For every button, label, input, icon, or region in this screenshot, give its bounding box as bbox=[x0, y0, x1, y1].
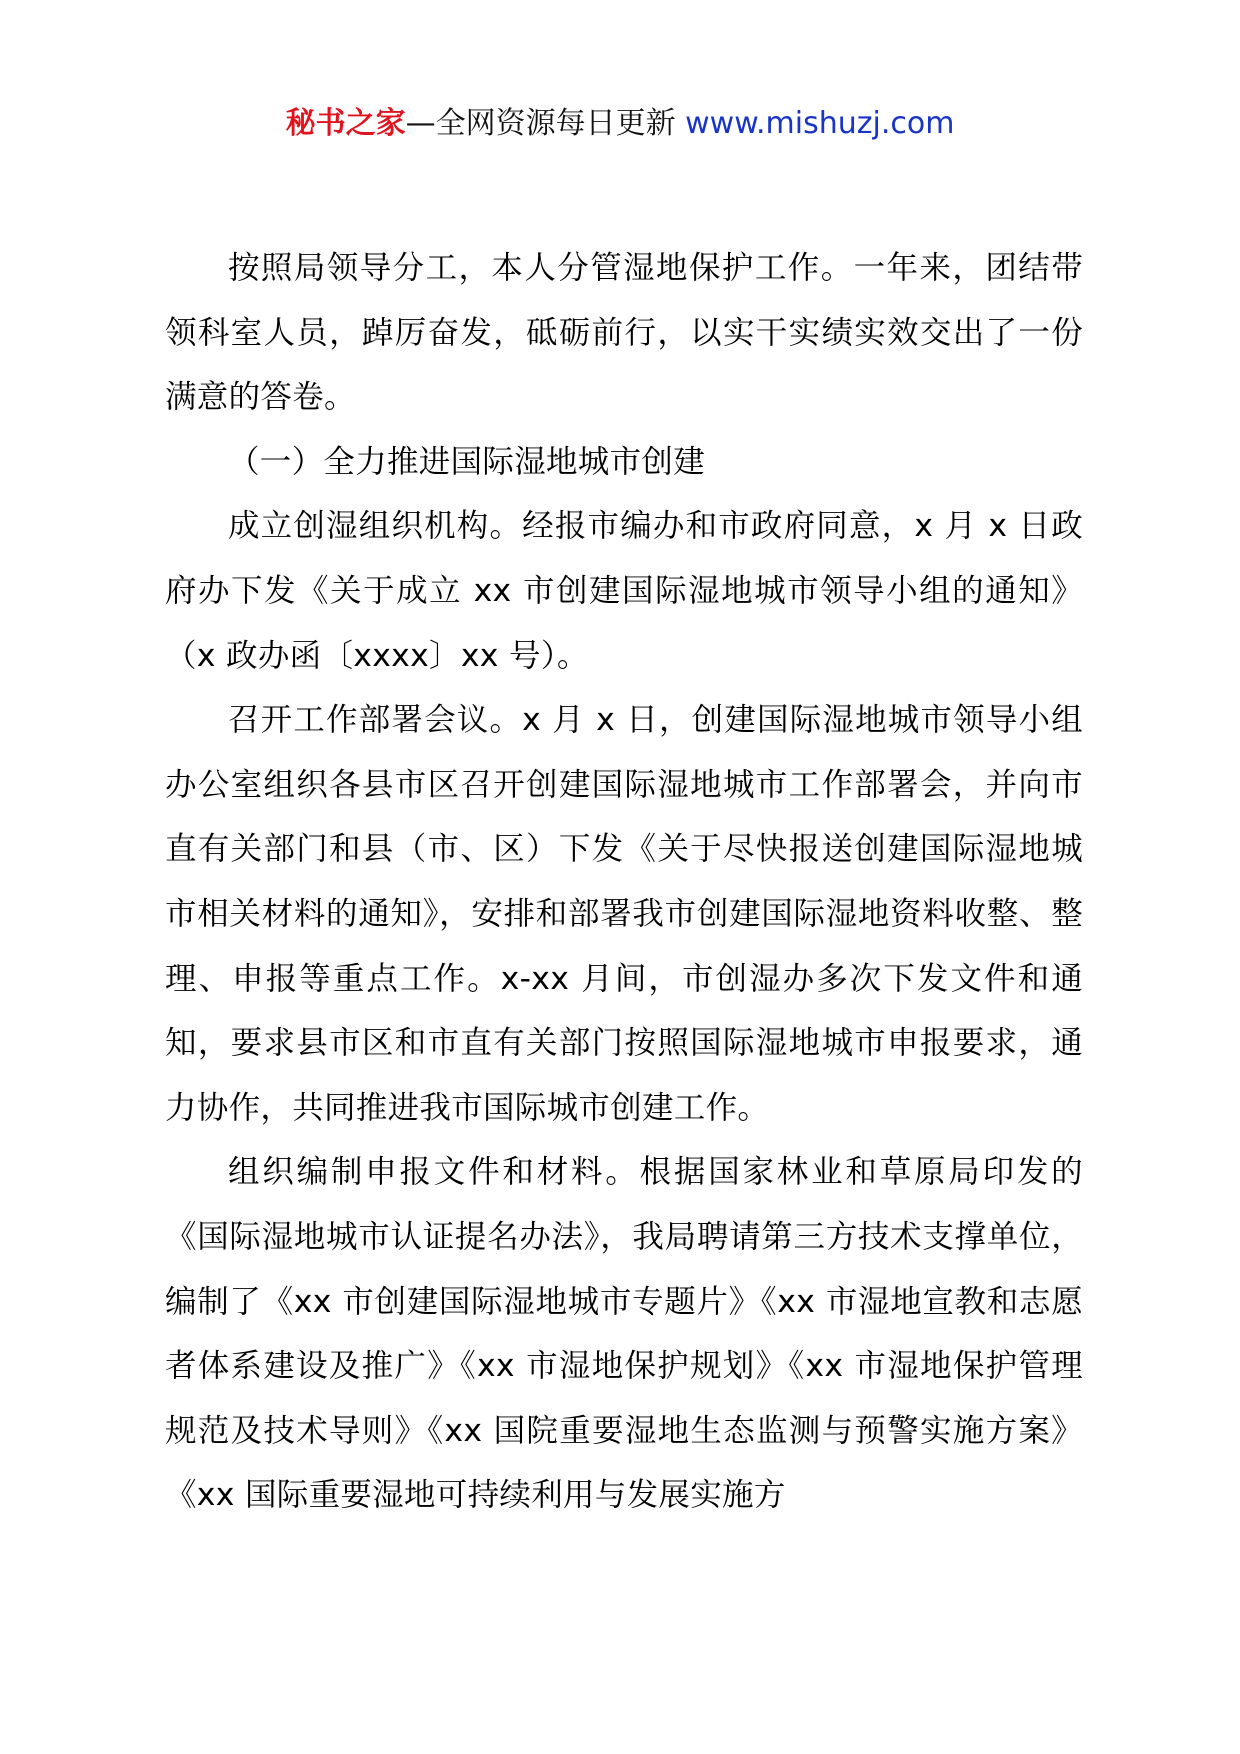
brand-name: 秘书之家 bbox=[285, 106, 406, 141]
body-paragraph: 召开工作部署会议。x 月 x 日，创建国际湿地城市领导小组办公室组织各县市区召开创建国际湿地城市工作部署会，并向市直有关部门和县（市、区）下发《关于尽快报送创建国际湿地城市相关材料的通知》，安排和部署我市创建国际湿地资料收整、整理、申报等重点工作。x-xx 月间，市创湿办多次下发文件和通知，要求县市区和市直有关部门按照国际湿地城市申报要求，通力协作，共同推进我市国际城市创建工作。 bbox=[165, 702, 1083, 1126]
intro-paragraph: 按照局领导分工，本人分管湿地保护工作。一年来，团结带领科室人员，踔厉奋发，砥砺前行，以实干实绩实效交出了一份满意的答卷。 bbox=[165, 250, 1083, 416]
header-slogan: —全网资源每日更新 bbox=[405, 106, 676, 141]
page-header bbox=[0, 100, 1240, 148]
section-heading: （一）全力推进国际湿地城市创建 bbox=[228, 443, 706, 480]
site-url-link[interactable]: www.mishuzj.com bbox=[685, 106, 955, 141]
document-body bbox=[165, 236, 1083, 1528]
body-paragraph: 组织编制申报文件和材料。根据国家林业和草原局印发的《国际湿地城市认证提名办法》，我局聘请第三方技术支撑单位，编制了《xx 市创建国际湿地城市专题片》《xx 市湿地宣教和志愿者体系建设及推广》《xx 市湿地保护规划》《xx 市湿地保护管理规范及技术导则》《xx 国院重要湿地生态监测与预警实施方案》《xx 国际重要湿地可持续利用与发展实施方 bbox=[165, 1154, 1083, 1514]
body-paragraph: 成立创湿组织机构。经报市编办和市政府同意，x 月 x 日政府办下发《关于成立 xx 市创建国际湿地城市领导小组的通知》（x 政办函〔xxxx〕xx 号）。 bbox=[165, 508, 1083, 674]
